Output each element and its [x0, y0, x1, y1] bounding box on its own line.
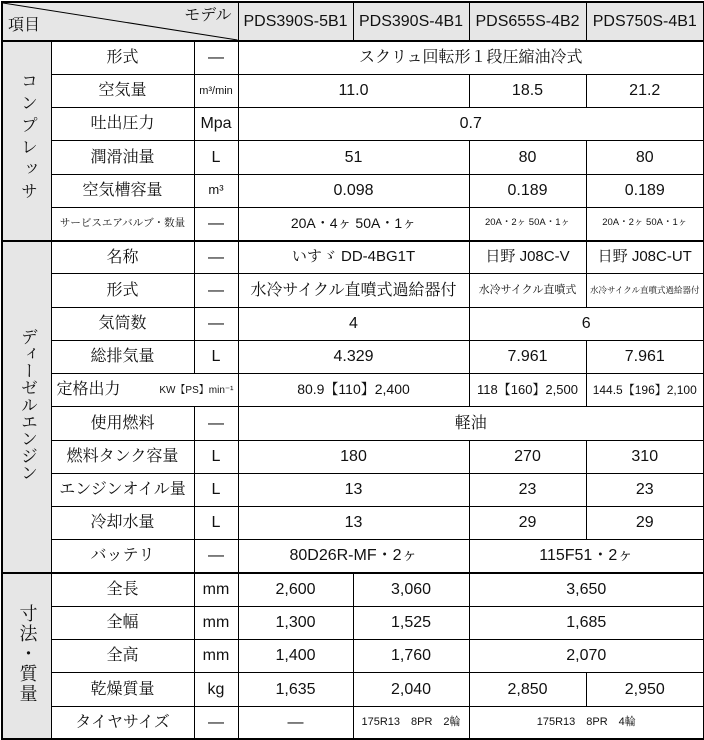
value-cell: 175R13 8PR 2輪 [353, 706, 469, 739]
model-header-pds750s-4b1: PDS750S-4B1 [586, 2, 704, 41]
item-label: 形式 [51, 274, 194, 307]
header-corner [3, 3, 238, 40]
value-cell: 3,060 [353, 573, 469, 606]
value-cell: 水冷サイクル直噴式過給器付 [238, 274, 469, 307]
value-cell: 6 [469, 307, 704, 340]
unit-label: — [194, 41, 238, 74]
value-cell: 270 [469, 440, 586, 473]
item-label: 乾燥質量 [51, 673, 194, 706]
row-engine-name [2, 241, 704, 274]
row-engine-type [2, 274, 704, 307]
spec-table [1, 1, 704, 740]
item-label: 全高 [51, 640, 194, 673]
value-cell: 20A・4ヶ 50A・1ヶ [238, 207, 469, 240]
unit-label: — [194, 540, 238, 573]
row-displacement [2, 340, 704, 373]
value-cell: 13 [238, 507, 469, 540]
item-label: 燃料タンク容量 [51, 440, 194, 473]
value-cell: スクリュ回転形１段圧縮油冷式 [238, 41, 704, 74]
unit-label: — [194, 274, 238, 307]
unit-label: — [194, 407, 238, 440]
item-label: 定格出力 [56, 381, 121, 399]
category-label: コンプレッサ [17, 72, 37, 205]
model-header-pds390s-5b1: PDS390S-5B1 [238, 2, 353, 41]
value-cell: 175R13 8PR 4輪 [469, 706, 704, 739]
category-diesel-engine [2, 241, 51, 574]
item-label: 空気槽容量 [51, 174, 194, 207]
unit-label: — [194, 207, 238, 240]
value-cell: 4 [238, 307, 469, 340]
row-cylinder-count [2, 307, 704, 340]
value-cell: 115F51・2ヶ [469, 540, 704, 573]
row-rated-output [2, 374, 704, 407]
item-label: 全長 [51, 573, 194, 606]
item-label: 総排気量 [51, 340, 194, 373]
value-cell: 7.961 [469, 340, 586, 373]
value-cell: いすゞ DD-4BG1T [238, 241, 469, 274]
value-cell: 144.5【196】2,100 [586, 374, 704, 407]
value-cell: 0.189 [469, 174, 586, 207]
value-cell: 2,040 [353, 673, 469, 706]
value-cell: 0.098 [238, 174, 469, 207]
unit-label: mm [194, 573, 238, 606]
value-cell: 1,685 [469, 606, 704, 639]
value-cell: 180 [238, 440, 469, 473]
value-cell: 29 [469, 507, 586, 540]
value-cell: 日野 J08C-V [469, 241, 586, 274]
model-header-pds655s-4b2: PDS655S-4B2 [469, 2, 586, 41]
unit-label: — [194, 706, 238, 739]
unit-label: L [194, 507, 238, 540]
category-label: 寸法・質量 [17, 603, 38, 704]
value-cell: 21.2 [586, 74, 704, 107]
category-compressor [2, 41, 51, 241]
item-label: 使用燃料 [51, 407, 194, 440]
item-label: バッテリ [51, 540, 194, 573]
value-cell: 2,950 [586, 673, 704, 706]
unit-label: mm [194, 640, 238, 673]
item-label: 形式 [51, 41, 194, 74]
value-cell: 18.5 [469, 74, 586, 107]
model-column-label: モデル [184, 7, 232, 24]
unit-label: L [194, 440, 238, 473]
value-cell: 20A・2ヶ 50A・1ヶ [469, 207, 586, 240]
item-label: 気筒数 [51, 307, 194, 340]
unit-label: L [194, 473, 238, 506]
value-cell: 日野 J08C-UT [586, 241, 704, 274]
row-tire-size [2, 706, 704, 739]
value-cell: 7.961 [586, 340, 704, 373]
value-cell: 80 [469, 141, 586, 174]
unit-label: — [194, 241, 238, 274]
row-lubricant-volume [2, 141, 704, 174]
item-label: エンジンオイル量 [51, 473, 194, 506]
value-cell: 29 [586, 507, 704, 540]
unit-label: m³/min [194, 74, 238, 107]
value-cell: 1,300 [238, 606, 353, 639]
row-fuel-type [2, 407, 704, 440]
unit-label: mm [194, 606, 238, 639]
unit-label: — [194, 307, 238, 340]
value-cell: 1,760 [353, 640, 469, 673]
value-cell: 13 [238, 473, 469, 506]
value-cell: 20A・2ヶ 50A・1ヶ [586, 207, 704, 240]
value-cell: 310 [586, 440, 704, 473]
value-cell: 11.0 [238, 74, 469, 107]
unit-label: L [194, 340, 238, 373]
header-row [2, 2, 704, 41]
item-label-with-unit [51, 374, 238, 407]
value-cell: 118【160】2,500 [469, 374, 586, 407]
value-cell: 0.189 [586, 174, 704, 207]
row-coolant-volume [2, 507, 704, 540]
category-label: ディーゼルエンジン [17, 327, 37, 481]
header-corner-cell [2, 2, 238, 41]
value-cell: 0.7 [238, 108, 704, 141]
unit-label: L [194, 141, 238, 174]
value-cell: 水冷サイクル直噴式過給器付 [586, 274, 704, 307]
value-cell: 1,525 [353, 606, 469, 639]
row-air-delivery [2, 74, 704, 107]
row-dry-weight [2, 673, 704, 706]
value-cell: 80 [586, 141, 704, 174]
rated-output-label-group [52, 381, 238, 399]
value-cell: 51 [238, 141, 469, 174]
row-engine-oil-volume [2, 473, 704, 506]
item-label: 空気量 [51, 74, 194, 107]
unit-label: m³ [194, 174, 238, 207]
value-cell: — [238, 706, 353, 739]
unit-label: kg [194, 673, 238, 706]
unit-label: KW【PS】min⁻¹ [159, 384, 234, 396]
value-cell: 2,070 [469, 640, 704, 673]
row-discharge-pressure [2, 108, 704, 141]
row-overall-height [2, 640, 704, 673]
value-cell: 水冷サイクル直噴式 [469, 274, 586, 307]
row-battery [2, 540, 704, 573]
item-label: 冷却水量 [51, 507, 194, 540]
item-label: 潤滑油量 [51, 141, 194, 174]
row-air-tank-capacity [2, 174, 704, 207]
item-label: 名称 [51, 241, 194, 274]
item-label: サービスエアバルブ・数量 [51, 207, 194, 240]
value-cell: 2,600 [238, 573, 353, 606]
value-cell: 1,635 [238, 673, 353, 706]
unit-label: Mpa [194, 108, 238, 141]
row-overall-length [2, 573, 704, 606]
item-label: タイヤサイズ [51, 706, 194, 739]
value-cell: 軽油 [238, 407, 704, 440]
value-cell: 3,650 [469, 573, 704, 606]
value-cell: 80.9【110】2,400 [238, 374, 469, 407]
item-column-label: 項目 [8, 17, 41, 35]
category-dimensions-weight [2, 573, 51, 739]
value-cell: 4.329 [238, 340, 469, 373]
row-service-air-valves [2, 207, 704, 240]
row-fuel-tank-capacity [2, 440, 704, 473]
row-overall-width [2, 606, 704, 639]
value-cell: 2,850 [469, 673, 586, 706]
model-header-pds390s-4b1: PDS390S-4B1 [353, 2, 469, 41]
value-cell: 23 [586, 473, 704, 506]
value-cell: 80D26R-MF・2ヶ [238, 540, 469, 573]
item-label: 全幅 [51, 606, 194, 639]
item-label: 吐出圧力 [51, 108, 194, 141]
row-compressor-type [2, 41, 704, 74]
value-cell: 1,400 [238, 640, 353, 673]
value-cell: 23 [469, 473, 586, 506]
